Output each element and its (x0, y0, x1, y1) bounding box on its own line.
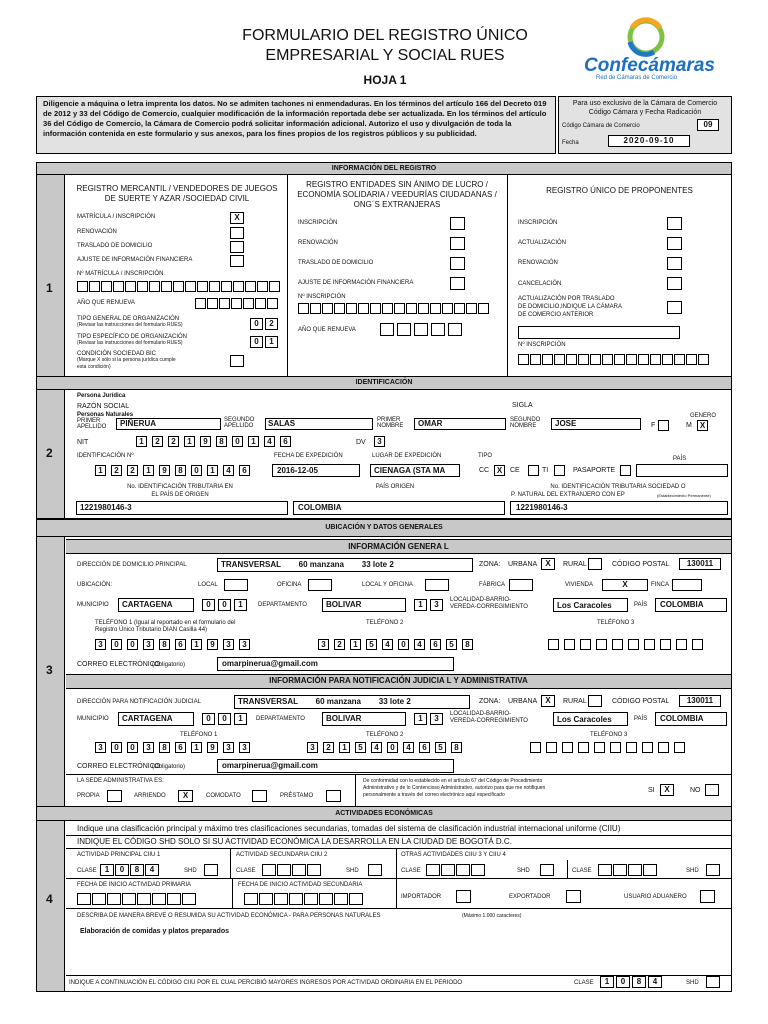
personas-naturales-label: Personas Naturales (77, 412, 134, 418)
fecha-expedicion-value: 2016-12-05 (277, 466, 318, 475)
lugar-expedicion-label: LUGAR DE EXPEDICIÓN (372, 453, 442, 459)
c1-renovacion-label: RENOVACIÓN (77, 229, 117, 235)
ubic-local-oficina-checkbox[interactable] (425, 579, 449, 591)
c2-renovacion-checkbox[interactable] (450, 237, 465, 250)
ciiu-mayor-clase-label: CLASE (574, 980, 594, 986)
section-4-number: 4 (46, 892, 53, 906)
c3-camara-anterior-field[interactable] (518, 326, 680, 339)
c1-nmatricula-label: Nº MATRÍCULA / INSCRIPCIÓN (77, 271, 164, 277)
c1-ajuste-checkbox[interactable] (230, 255, 244, 267)
urbana-notif-label: URBANA (508, 698, 538, 705)
tel2-notif-label: TELÉFONO 2 (366, 732, 404, 738)
c3-traslado-line1: ACTUALIZACIÓN POR TRASLADO (518, 296, 615, 302)
c1-matricula-checkbox[interactable]: X (230, 212, 244, 224)
pais-origen-label: PAÍS ORIGEN (375, 484, 415, 490)
email-sub: (Obligatorio) (152, 662, 186, 668)
municipio-code-3[interactable]: 1 (234, 599, 247, 611)
codigo-postal-label: CÓDIGO POSTAL (612, 561, 670, 568)
notice-text: Diligencie a máquina o letra imprenta los datos. No se admiten tachones ni enmendaduras. En los términos del artículo 166 del Decreto 019 de 2012 y 33 del Código de Comercio, cualquier modificación de la información reportada debe ser actualizada. En los términos del artículo 36 del Código de Comercio, la Cámara de Comercio podrá solicitar información adicional. Autorizo el uso y divulgación de toda la información contenida en este formulario y sus anexos, para los fines propios de los registros públicos y su publicidad. (43, 99, 547, 138)
ciiu-mayor-shd-label: SHD (686, 980, 699, 986)
bic-checkbox[interactable] (230, 355, 244, 367)
bic-sub1: (Marque X sólo si la persona jurídica cumple (77, 357, 176, 363)
notice-box (36, 96, 556, 154)
importador-label: IMPORTADOR (401, 894, 442, 900)
segundo-nombre-value: JOSE (555, 419, 577, 428)
form-title-line1: FORMULARIO DEL REGISTRO ÚNICO (242, 27, 528, 44)
c1-traslado-label: TRASLADO DE DOMICILIO (77, 243, 153, 249)
c3-inscripcion-label: INSCRIPCIÓN (518, 220, 558, 226)
sede-comodato-label: COMODATO (206, 793, 241, 799)
shd-s-checkbox[interactable] (368, 864, 382, 876)
c1-ajuste-label: AJUSTE DE INFORMACIÓN FINANCIERA (77, 257, 193, 263)
municipio-notif-value: CARTAGENA (122, 714, 173, 723)
c3-actualizacion-label: ACTUALIZACIÓN (518, 240, 567, 246)
tel1-notif-label: TELÉFONO 1 (180, 732, 218, 738)
municipio-notif-code-2[interactable]: 0 (218, 713, 231, 725)
col2-title: REGISTRO ENTIDADES SIN ÁNIMO DE LUCRO / ECONOMÍA SOLIDARIA / VEEDURÍAS CIUDADANAS / ONG´S EXTRANJERAS (297, 180, 497, 209)
municipio-code-2[interactable]: 0 (218, 599, 231, 611)
notif-si-checkbox[interactable]: X (660, 784, 674, 796)
c2-traslado-label: TRASLADO DE DOMICILIO (298, 260, 374, 266)
section-4-title: ACTIVIDADES ECONÓMICAS (335, 810, 433, 817)
departamento-notif-code-2[interactable]: 3 (430, 713, 443, 725)
shd-o3-label: SHD (517, 868, 530, 874)
col3-title: REGISTRO ÚNICO DE PROPONENTES (546, 186, 693, 195)
clase-p-label: CLASE (77, 868, 97, 874)
importador-checkbox[interactable] (456, 890, 471, 903)
section-3-title: UBICACIÓN Y DATOS GENERALES (325, 524, 443, 531)
aduanero-checkbox[interactable] (700, 890, 715, 903)
localidad-line2: VEREDA-CORREGIMIENTO (450, 604, 528, 610)
dv-cell[interactable]: 3 (374, 436, 385, 447)
nit-origen-line1: No. IDENTIFICACIÓN TRIBUTARIA EN (127, 484, 233, 490)
rural-notif-label: RURAL (563, 698, 587, 705)
notif-si-label: SI (648, 787, 655, 794)
sede-label: LA SEDE ADMINISTRATIVA ES: (77, 778, 164, 784)
c1-matricula-label: MATRÍCULA / INSCRIPCIÓN (77, 214, 156, 220)
tel3-label: TELÉFONO 3 (597, 620, 635, 626)
departamento-notif-label: DEPARTAMENTO (256, 716, 305, 722)
section-1-title: INFORMACIÓN DEL REGISTRO (331, 165, 437, 172)
municipio-label: MUNICIPIO (77, 602, 109, 608)
codigo-camara-field[interactable]: 09 (697, 119, 719, 131)
c3-cancelacion-label: CANCELACIÓN (518, 281, 562, 287)
section-1-num-col (37, 175, 65, 376)
c2-inscripcion-label: INSCRIPCIÓN (298, 220, 338, 226)
tipo-especifico-digit-2[interactable]: 1 (265, 336, 278, 348)
c1-renovacion-checkbox[interactable] (230, 227, 244, 239)
sigla-label: SIGLA (512, 402, 533, 409)
section-2-title: IDENTIFICACIÓN (355, 379, 413, 386)
ciiu-mayor-shd-checkbox[interactable] (706, 976, 720, 988)
tipo-general-sub: (Revisar las instrucciones del formulario RUES) (77, 322, 183, 328)
genero-m-label: M (686, 422, 692, 429)
exportador-label: EXPORTADOR (509, 894, 551, 900)
shd-instruccion: INDIQUE EL CÓDIGO SHD SOLO SI SU ACTIVIDAD ECONÓMICA LA DESARROLLA EN LA CIUDAD DE BOGOTÁ D.C. (77, 837, 512, 846)
municipio-notif-label: MUNICIPIO (77, 716, 109, 722)
nit-origen-value: 1221980146-3 (80, 503, 132, 512)
zona-notif-label: ZONA: (479, 698, 501, 705)
lugar-expedicion-value: CIENAGA (STA MA (374, 466, 446, 475)
c2-ajuste-checkbox[interactable] (450, 277, 465, 290)
notif-no-checkbox[interactable] (705, 784, 719, 796)
c2-ajuste-label: AJUSTE DE INFORMACIÓN FINANCIERA (298, 280, 414, 286)
rural-checkbox[interactable] (588, 558, 602, 570)
municipio-value: CARTAGENA (122, 600, 173, 609)
tipo-general-label: TIPO GENERAL DE ORGANIZACIÓN (77, 316, 180, 322)
shd-s-label: SHD (346, 868, 359, 874)
aduanero-label: USUARIO ADUANERO (624, 894, 687, 900)
ubic-fabrica-label: FÁBRICA (479, 582, 506, 588)
sede-comodato-checkbox[interactable] (252, 790, 267, 802)
ubic-local-label: LOCAL (198, 582, 218, 588)
pais-label: PAÍS (673, 456, 687, 462)
email-value: omarpinerua@gmail.com (222, 659, 318, 668)
departamento-code-1[interactable]: 1 (414, 599, 427, 611)
exportador-checkbox[interactable] (566, 890, 581, 903)
c3-traslado-checkbox[interactable] (667, 301, 682, 314)
dir-principal-value: TRANSVERSAL 60 manzana 33 lote 2 (221, 560, 394, 569)
c2-ninscripcion-label: Nº INSCRIPCIÓN (298, 294, 346, 300)
tipo-general-digit-1[interactable]: 0 (250, 318, 263, 330)
genero-f-checkbox[interactable] (658, 420, 669, 431)
clase-o3-label: CLASE (401, 868, 421, 874)
tipo-general-digit-2[interactable]: 2 (265, 318, 278, 330)
conformidad-line1: De conformidad con lo establecido en el artículo 67 del Código de Procedimiento (363, 778, 543, 784)
localidad-value: Los Caracoles (557, 601, 612, 610)
departamento-value: BOLIVAR (326, 600, 362, 609)
c3-actualizacion-checkbox[interactable] (667, 237, 682, 250)
pais-field[interactable] (636, 464, 728, 477)
municipio-notif-code-3[interactable]: 1 (234, 713, 247, 725)
tipo-label: TIPO (478, 453, 493, 459)
sede-prestamo-checkbox[interactable] (326, 790, 341, 802)
fecha-inicio-primaria-label: FECHA DE INICIO ACTIVIDAD PRIMARIA (77, 882, 192, 888)
razon-social-label: RAZÓN SOCIAL (77, 403, 130, 410)
c3-renovacion-checkbox[interactable] (667, 257, 682, 270)
dir-notif-label: DIRECCIÓN PARA NOTIFICACIÓN JUDICIAL (77, 699, 201, 705)
hoja-label: HOJA 1 (363, 73, 407, 87)
ubicacion-label: UBICACIÓN: (77, 582, 113, 588)
urbana-label: URBANA (508, 561, 538, 568)
tel1-line2: Registro Único Tributario DIAN Casilla 44) (95, 627, 208, 633)
departamento-label: DEPARTAMENTO (258, 602, 307, 608)
codigo-postal-notif-label: CÓDIGO POSTAL (612, 698, 670, 705)
email-label: CORREO ELECTRÓNICO (77, 661, 161, 668)
localidad-line1: LOCALIDAD-BARRIO- (450, 597, 512, 603)
nit-extranjero-line1: No. IDENTIFICACIÓN TRIBUTARIA SOCIEDAD O (550, 484, 686, 490)
section-4-num-col (37, 821, 65, 991)
genero-label: GENERO (690, 413, 717, 419)
c3-cancelacion-checkbox[interactable] (667, 277, 682, 290)
tipo-especifico-digit-1[interactable]: 0 (250, 336, 263, 348)
tipo-cc-label: CC (479, 467, 490, 474)
shd-o3-checkbox[interactable] (540, 864, 554, 876)
ubic-local-checkbox[interactable] (224, 579, 248, 591)
urbana-checkbox[interactable]: X (541, 558, 555, 570)
section-3-number: 3 (46, 663, 53, 677)
segundo-apellido-label: SEGUNDO APELLIDO (224, 417, 255, 429)
bic-sub2: esta condición) (77, 364, 111, 370)
municipio-notif-code-1[interactable]: 0 (202, 713, 215, 725)
nit-label: NIT (77, 439, 89, 446)
urbana-notif-checkbox[interactable]: X (541, 695, 555, 707)
conformidad-line2: Administrativo y de lo Contencioso Administrativo, autorizo para que me notifiquen (363, 785, 546, 791)
dir-principal-label: DIRECCIÓN DE DOMICILIO PRINCIPAL (77, 562, 187, 568)
nit-extranjero-line2: P. NATURAL DEL EXTRANJERO CON EP (511, 492, 625, 498)
confecamaras-logo-sub: Red de Cámaras de Comercio (596, 75, 678, 81)
c3-inscripcion-checkbox[interactable] (667, 217, 682, 230)
tipo-pasaporte-checkbox[interactable] (620, 465, 631, 476)
sede-arriendo-label: ARRIENDO (134, 793, 166, 799)
departamento-notif-code-1[interactable]: 1 (414, 713, 427, 725)
c1-anio-label: AÑO QUE RENUEVA (77, 300, 135, 306)
c2-inscripcion-checkbox[interactable] (450, 217, 465, 230)
shd-p-checkbox[interactable] (204, 864, 218, 876)
tel2-label: TELÉFONO 2 (366, 620, 404, 626)
nit-extranjero-line3: (Establecimiento Permanente) (657, 493, 711, 498)
descripcion-value: Elaboración de comidas y platos preparados (80, 928, 229, 935)
fecha-label: Fecha (562, 140, 579, 146)
notif-no-label: NO (690, 787, 701, 794)
email-notif-label: CORREO ELECTRÓNICO (77, 763, 161, 770)
ubic-oficina-label: OFICINA (277, 582, 302, 588)
localidad-notif-value: Los Caracoles (557, 715, 612, 724)
shd-o4-checkbox[interactable] (706, 864, 720, 876)
ubic-vivienda-checkbox[interactable]: X (602, 579, 648, 591)
shd-o4-label: SHD (686, 868, 699, 874)
email-notif-sub: (Obligatorio) (152, 764, 186, 770)
genero-m-checkbox[interactable]: X (697, 420, 708, 431)
pais-origen-value: COLOMBIA (298, 503, 342, 512)
primer-nombre-value: OMAR (418, 419, 443, 428)
nit-extranjero-value: 1221980146-3 (516, 503, 568, 512)
pais-notif-value: COLOMBIA (660, 714, 704, 723)
departamento-code-2[interactable]: 3 (430, 599, 443, 611)
section-1-number: 1 (46, 281, 53, 295)
uso-exclusivo-line1: Para uso exclusivo de la Cámara de Comercio (572, 100, 718, 107)
ubic-vivienda-label: VIVIENDA (565, 582, 594, 588)
c2-anio-label: AÑO QUE RENUEVA (298, 327, 356, 333)
c3-traslado-line2: DE DOMICILIO,INDIQUE LA CÁMARA (518, 304, 623, 310)
actividad-principal-label: ACTIVIDAD PRINCIPAL CIIU 1 (77, 852, 161, 858)
municipio-code-1[interactable]: 0 (202, 599, 215, 611)
clase-s-label: CLASE (236, 868, 256, 874)
tel1-line1: TELÉFONO 1 (Igual al reportado en el formulario del (95, 620, 236, 626)
pais-dom-value: COLOMBIA (660, 600, 704, 609)
tel3-notif-label: TELÉFONO 3 (590, 732, 628, 738)
tipo-pasaporte-label: PASAPORTE (573, 467, 616, 474)
tipo-ti-checkbox[interactable] (554, 465, 565, 476)
fecha-inicio-secundaria-label: FECHA DE INICIO ACTIVIDAD SECUNDARIA (238, 882, 363, 888)
bic-label: CONDICIÓN SOCIEDAD BIC (77, 351, 157, 357)
col1-title: REGISTRO MERCANTIL / VENDEDORES DE JUEGOS DE SUERTE Y AZAR /SOCIEDAD CIVIL (76, 184, 278, 203)
ubic-fabrica-checkbox[interactable] (509, 579, 533, 591)
shd-p-label: SHD (184, 868, 197, 874)
fecha-field[interactable]: 2020-09-10 (608, 135, 690, 147)
c2-traslado-checkbox[interactable] (450, 257, 465, 270)
tipo-especifico-label: TIPO ESPECÍFICO DE ORGANIZACIÓN (77, 334, 188, 340)
c3-traslado-line3: DE COMERCIO ANTERIOR (518, 312, 594, 318)
otras-actividades-label: OTRAS ACTIVIDADES CIIU 3 Y CIIU 4 (401, 852, 506, 858)
codigo-postal-notif-field[interactable]: 130011 (679, 695, 721, 707)
tipo-ce-checkbox[interactable] (528, 465, 539, 476)
rural-notif-checkbox[interactable] (588, 695, 602, 707)
notificacion-title: INFORMACIÓN PARA NOTIFICACIÓN JUDICIA L Y ADMINISTRATIVA (269, 676, 528, 685)
form-title-line2: EMPRESARIAL Y SOCIAL RUES (265, 47, 505, 64)
ubic-local-oficina-label: LOCAL Y OFICINA (362, 582, 413, 588)
departamento-notif-value: BOLIVAR (326, 714, 362, 723)
tipo-ce-label: CE (510, 467, 520, 474)
tipo-especifico-sub: (Revisar las instrucciones del formulario RUES) (77, 340, 183, 346)
dv-label: DV (356, 439, 366, 446)
c3-renovacion-label: RENOVACIÓN (518, 260, 558, 266)
ciiu-instruccion: Indique una clasificación principal y máximo tres clasificaciones secundarias, tomadas del sistema de clasificación industrial internacional uniforme (CIIU) (77, 824, 621, 833)
primer-apellido-label: PRIMER APELLIDO (77, 418, 107, 430)
codigo-postal-field[interactable]: 130011 (679, 558, 721, 570)
segundo-apellido-value: SALAS (268, 419, 296, 428)
primer-nombre-label: PRIMER NOMBRE (377, 417, 404, 429)
ubic-finca-checkbox[interactable] (672, 579, 702, 591)
genero-f-label: F (651, 422, 656, 429)
info-general-title: INFORMACIÓN GENERA L (348, 542, 449, 551)
tipo-cc-checkbox[interactable]: X (494, 465, 505, 476)
pais-notif-label: PAÍS (634, 716, 648, 722)
sede-propia-label: PROPIA (77, 793, 100, 799)
ciiu-mayor-label: INDIQUE A CONTINUACIÓN EL CÓDIGO CIIU POR EL CUAL PERCIBIÓ MAYORES INGRESOS POR ACTIVIDAD ORDINARIA EN EL PERIODO (69, 980, 463, 986)
email-notif-value: omarpinerua@gmail.com (222, 761, 318, 770)
c1-traslado-checkbox[interactable] (230, 241, 244, 253)
tipo-ti-label: TI (542, 467, 549, 474)
rural-label: RURAL (563, 561, 587, 568)
descripcion-label: DESCRIBA DE MANERA BREVE O RESUMIDA SU ACTIVIDAD ECONÓMICA - PARA PERSONAS NATURALES (77, 913, 381, 919)
ubic-oficina-checkbox[interactable] (308, 579, 332, 591)
sede-propia-checkbox[interactable] (107, 790, 122, 802)
sede-prestamo-label: PRÉSTAMO (280, 793, 314, 799)
fecha-expedicion-label: FECHA DE EXPEDICIÓN (274, 453, 343, 459)
confecamaras-logo-icon (610, 14, 680, 60)
persona-juridica-label: Persona Jurídica (77, 393, 126, 399)
primer-apellido-value: PIÑERUA (120, 419, 157, 428)
nit-origen-line2: EL PAÍS DE ORIGEN (151, 492, 209, 498)
identificacion-label: IDENTIFICACIÓN Nº (77, 453, 134, 459)
actividad-secundaria-label: ACTIVIDAD SECUNDARIA CIIU 2 (236, 852, 328, 858)
uso-exclusivo-line2: Código Cámara y Fecha Radicación (588, 109, 702, 116)
dir-notif-value: TRANSVERSAL 60 manzana 33 lote 2 (238, 697, 411, 706)
conformidad-line3: personalmente a través del correo electrónico aquí especificado (363, 792, 505, 798)
clase-o4-label: CLASE (572, 868, 592, 874)
section-2-number: 2 (46, 446, 53, 460)
localidad-notif-line2: VEREDA-CORREGIMIENTO (450, 718, 528, 724)
confecamaras-logo-text: Confecámaras (584, 55, 715, 76)
segundo-nombre-label: SEGUNDO NOMBRE (510, 417, 541, 429)
descripcion-sub: (Máximo 1.000 caracteres) (462, 913, 522, 919)
zona-label: ZONA: (479, 561, 501, 568)
c3-ninscripcion-label: Nº INSCRIPCIÓN (518, 342, 566, 348)
localidad-notif-line1: LOCALIDAD-BARRIO- (450, 711, 512, 717)
sede-arriendo-checkbox[interactable]: X (178, 790, 193, 802)
pais-dom-label: PAÍS (634, 602, 648, 608)
c2-renovacion-label: RENOVACIÓN (298, 240, 338, 246)
codigo-camara-label: Código Cámara de Comercio (562, 123, 640, 129)
ubic-finca-label: FINCA (651, 582, 669, 588)
